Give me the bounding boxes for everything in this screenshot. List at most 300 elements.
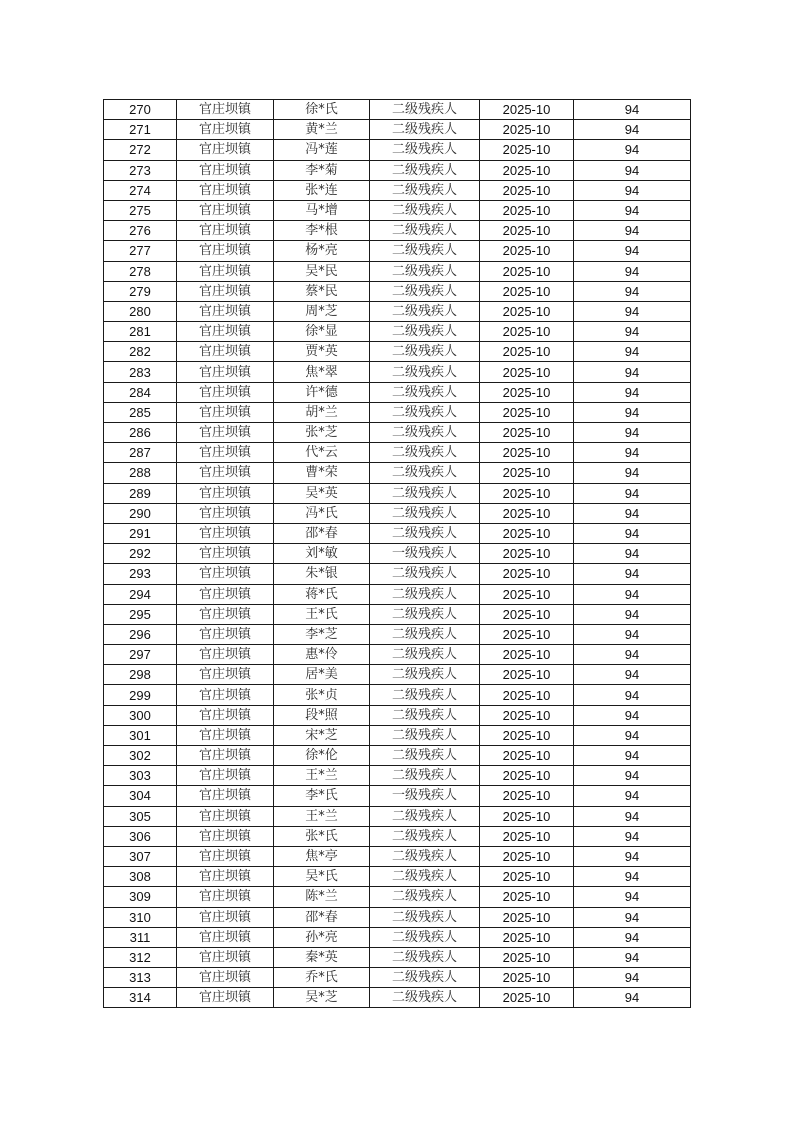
month-cell: 2025-10 [480,322,574,342]
month-cell: 2025-10 [480,806,574,826]
amount-cell: 94 [574,342,691,362]
town-cell: 官庄坝镇 [177,463,274,483]
disability-level-cell: 二级残疾人 [370,746,480,766]
row-number-cell: 278 [104,261,177,281]
row-number-cell: 271 [104,120,177,140]
row-number-cell: 311 [104,927,177,947]
amount-cell: 94 [574,463,691,483]
month-cell: 2025-10 [480,100,574,120]
name-cell: 吴*氏 [274,867,370,887]
name-cell: 李*氏 [274,786,370,806]
name-cell: 贾*英 [274,342,370,362]
table-row [104,180,691,200]
amount-cell: 94 [574,907,691,927]
town-cell: 官庄坝镇 [177,624,274,644]
row-number-cell: 288 [104,463,177,483]
month-cell: 2025-10 [480,523,574,543]
amount-cell: 94 [574,241,691,261]
town-cell: 官庄坝镇 [177,746,274,766]
name-cell: 宋*芝 [274,725,370,745]
name-cell: 陈*兰 [274,887,370,907]
disability-level-cell: 二级残疾人 [370,322,480,342]
table-row [104,402,691,422]
name-cell: 张*芝 [274,423,370,443]
town-cell: 官庄坝镇 [177,423,274,443]
month-cell: 2025-10 [480,927,574,947]
name-cell: 冯*氏 [274,503,370,523]
amount-cell: 94 [574,423,691,443]
name-cell: 冯*莲 [274,140,370,160]
month-cell: 2025-10 [480,200,574,220]
town-cell: 官庄坝镇 [177,907,274,927]
name-cell: 曹*荣 [274,463,370,483]
amount-cell: 94 [574,362,691,382]
town-cell: 官庄坝镇 [177,826,274,846]
amount-cell: 94 [574,645,691,665]
row-number-cell: 304 [104,786,177,806]
row-number-cell: 296 [104,624,177,644]
row-number-cell: 284 [104,382,177,402]
disability-level-cell: 二级残疾人 [370,382,480,402]
disability-level-cell: 二级残疾人 [370,947,480,967]
row-number-cell: 295 [104,604,177,624]
town-cell: 官庄坝镇 [177,927,274,947]
table-row [104,584,691,604]
name-cell: 焦*亭 [274,846,370,866]
disability-level-cell: 二级残疾人 [370,766,480,786]
name-cell: 吴*芝 [274,988,370,1008]
town-cell: 官庄坝镇 [177,301,274,321]
town-cell: 官庄坝镇 [177,947,274,967]
row-number-cell: 308 [104,867,177,887]
disability-level-cell: 二级残疾人 [370,281,480,301]
table-row [104,685,691,705]
row-number-cell: 300 [104,705,177,725]
month-cell: 2025-10 [480,826,574,846]
name-cell: 徐*显 [274,322,370,342]
disability-level-cell: 二级残疾人 [370,120,480,140]
disability-level-cell: 二级残疾人 [370,362,480,382]
month-cell: 2025-10 [480,867,574,887]
table-row [104,624,691,644]
amount-cell: 94 [574,867,691,887]
table-row [104,120,691,140]
row-number-cell: 293 [104,564,177,584]
month-cell: 2025-10 [480,584,574,604]
table-row [104,382,691,402]
row-number-cell: 313 [104,968,177,988]
row-number-cell: 274 [104,180,177,200]
month-cell: 2025-10 [480,503,574,523]
amount-cell: 94 [574,160,691,180]
town-cell: 官庄坝镇 [177,544,274,564]
town-cell: 官庄坝镇 [177,665,274,685]
row-number-cell: 281 [104,322,177,342]
month-cell: 2025-10 [480,463,574,483]
disability-level-cell: 二级残疾人 [370,725,480,745]
name-cell: 许*德 [274,382,370,402]
disability-level-cell: 二级残疾人 [370,927,480,947]
month-cell: 2025-10 [480,725,574,745]
table-row [104,160,691,180]
month-cell: 2025-10 [480,180,574,200]
month-cell: 2025-10 [480,362,574,382]
month-cell: 2025-10 [480,423,574,443]
name-cell: 张*连 [274,180,370,200]
name-cell: 段*照 [274,705,370,725]
name-cell: 代*云 [274,443,370,463]
row-number-cell: 306 [104,826,177,846]
month-cell: 2025-10 [480,624,574,644]
month-cell: 2025-10 [480,382,574,402]
table-row [104,968,691,988]
table-row [104,564,691,584]
month-cell: 2025-10 [480,281,574,301]
table-row [104,826,691,846]
amount-cell: 94 [574,100,691,120]
name-cell: 蔡*民 [274,281,370,301]
month-cell: 2025-10 [480,846,574,866]
roster-table [103,99,691,1008]
month-cell: 2025-10 [480,705,574,725]
disability-level-cell: 二级残疾人 [370,443,480,463]
amount-cell: 94 [574,120,691,140]
disability-level-cell: 二级残疾人 [370,665,480,685]
amount-cell: 94 [574,200,691,220]
town-cell: 官庄坝镇 [177,402,274,422]
row-number-cell: 310 [104,907,177,927]
month-cell: 2025-10 [480,947,574,967]
row-number-cell: 287 [104,443,177,463]
disability-level-cell: 二级残疾人 [370,342,480,362]
amount-cell: 94 [574,140,691,160]
table-row [104,947,691,967]
name-cell: 吴*民 [274,261,370,281]
row-number-cell: 273 [104,160,177,180]
amount-cell: 94 [574,221,691,241]
name-cell: 朱*银 [274,564,370,584]
town-cell: 官庄坝镇 [177,180,274,200]
amount-cell: 94 [574,402,691,422]
disability-level-cell: 二级残疾人 [370,523,480,543]
town-cell: 官庄坝镇 [177,766,274,786]
name-cell: 邵*春 [274,907,370,927]
table-row [104,867,691,887]
disability-level-cell: 二级残疾人 [370,241,480,261]
table-row [104,281,691,301]
town-cell: 官庄坝镇 [177,645,274,665]
table-row [104,645,691,665]
town-cell: 官庄坝镇 [177,221,274,241]
disability-level-cell: 二级残疾人 [370,180,480,200]
town-cell: 官庄坝镇 [177,382,274,402]
town-cell: 官庄坝镇 [177,241,274,261]
month-cell: 2025-10 [480,221,574,241]
month-cell: 2025-10 [480,746,574,766]
town-cell: 官庄坝镇 [177,604,274,624]
town-cell: 官庄坝镇 [177,200,274,220]
name-cell: 王*氏 [274,604,370,624]
month-cell: 2025-10 [480,786,574,806]
table-row [104,362,691,382]
name-cell: 邵*春 [274,523,370,543]
disability-level-cell: 二级残疾人 [370,584,480,604]
table-row [104,927,691,947]
disability-level-cell: 二级残疾人 [370,483,480,503]
roster-table-body [104,100,691,1008]
name-cell: 黄*兰 [274,120,370,140]
name-cell: 徐*氏 [274,100,370,120]
disability-level-cell: 二级残疾人 [370,705,480,725]
table-row [104,887,691,907]
disability-level-cell: 二级残疾人 [370,301,480,321]
disability-level-cell: 二级残疾人 [370,564,480,584]
town-cell: 官庄坝镇 [177,140,274,160]
town-cell: 官庄坝镇 [177,806,274,826]
town-cell: 官庄坝镇 [177,867,274,887]
month-cell: 2025-10 [480,685,574,705]
amount-cell: 94 [574,322,691,342]
name-cell: 孙*亮 [274,927,370,947]
row-number-cell: 279 [104,281,177,301]
name-cell: 张*贞 [274,685,370,705]
table-row [104,322,691,342]
amount-cell: 94 [574,766,691,786]
disability-level-cell: 二级残疾人 [370,160,480,180]
disability-level-cell: 二级残疾人 [370,826,480,846]
row-number-cell: 307 [104,846,177,866]
name-cell: 吴*英 [274,483,370,503]
month-cell: 2025-10 [480,907,574,927]
row-number-cell: 314 [104,988,177,1008]
town-cell: 官庄坝镇 [177,523,274,543]
disability-level-cell: 二级残疾人 [370,624,480,644]
amount-cell: 94 [574,503,691,523]
amount-cell: 94 [574,988,691,1008]
row-number-cell: 282 [104,342,177,362]
table-row [104,200,691,220]
row-number-cell: 292 [104,544,177,564]
name-cell: 蒋*氏 [274,584,370,604]
disability-level-cell: 二级残疾人 [370,402,480,422]
amount-cell: 94 [574,281,691,301]
town-cell: 官庄坝镇 [177,100,274,120]
name-cell: 张*氏 [274,826,370,846]
name-cell: 李*芝 [274,624,370,644]
disability-level-cell: 二级残疾人 [370,846,480,866]
amount-cell: 94 [574,968,691,988]
amount-cell: 94 [574,846,691,866]
table-row [104,665,691,685]
name-cell: 惠*伶 [274,645,370,665]
name-cell: 王*兰 [274,766,370,786]
amount-cell: 94 [574,544,691,564]
disability-level-cell: 二级残疾人 [370,261,480,281]
table-row [104,846,691,866]
town-cell: 官庄坝镇 [177,281,274,301]
amount-cell: 94 [574,261,691,281]
amount-cell: 94 [574,180,691,200]
row-number-cell: 290 [104,503,177,523]
row-number-cell: 270 [104,100,177,120]
disability-level-cell: 二级残疾人 [370,988,480,1008]
table-row [104,221,691,241]
town-cell: 官庄坝镇 [177,503,274,523]
row-number-cell: 276 [104,221,177,241]
disability-level-cell: 二级残疾人 [370,463,480,483]
month-cell: 2025-10 [480,443,574,463]
row-number-cell: 312 [104,947,177,967]
row-number-cell: 309 [104,887,177,907]
name-cell: 王*兰 [274,806,370,826]
table-row [104,100,691,120]
month-cell: 2025-10 [480,402,574,422]
table-row [104,140,691,160]
amount-cell: 94 [574,685,691,705]
month-cell: 2025-10 [480,120,574,140]
disability-level-cell: 二级残疾人 [370,140,480,160]
row-number-cell: 291 [104,523,177,543]
month-cell: 2025-10 [480,604,574,624]
disability-level-cell: 二级残疾人 [370,887,480,907]
table-row [104,342,691,362]
town-cell: 官庄坝镇 [177,786,274,806]
table-row [104,241,691,261]
table-row [104,261,691,281]
amount-cell: 94 [574,927,691,947]
amount-cell: 94 [574,705,691,725]
disability-level-cell: 二级残疾人 [370,806,480,826]
town-cell: 官庄坝镇 [177,261,274,281]
name-cell: 胡*兰 [274,402,370,422]
table-row [104,746,691,766]
town-cell: 官庄坝镇 [177,968,274,988]
amount-cell: 94 [574,887,691,907]
table-row [104,705,691,725]
month-cell: 2025-10 [480,665,574,685]
table-row [104,301,691,321]
table-row [104,503,691,523]
month-cell: 2025-10 [480,241,574,261]
disability-level-cell: 二级残疾人 [370,503,480,523]
table-row [104,463,691,483]
row-number-cell: 275 [104,200,177,220]
table-row [104,423,691,443]
name-cell: 秦*英 [274,947,370,967]
amount-cell: 94 [574,624,691,644]
month-cell: 2025-10 [480,160,574,180]
town-cell: 官庄坝镇 [177,887,274,907]
table-row [104,604,691,624]
month-cell: 2025-10 [480,140,574,160]
month-cell: 2025-10 [480,766,574,786]
name-cell: 居*美 [274,665,370,685]
disability-level-cell: 二级残疾人 [370,968,480,988]
amount-cell: 94 [574,604,691,624]
table-row [104,443,691,463]
amount-cell: 94 [574,523,691,543]
town-cell: 官庄坝镇 [177,584,274,604]
row-number-cell: 297 [104,645,177,665]
town-cell: 官庄坝镇 [177,362,274,382]
amount-cell: 94 [574,725,691,745]
amount-cell: 94 [574,584,691,604]
amount-cell: 94 [574,483,691,503]
row-number-cell: 294 [104,584,177,604]
month-cell: 2025-10 [480,968,574,988]
amount-cell: 94 [574,746,691,766]
table-row [104,725,691,745]
row-number-cell: 280 [104,301,177,321]
row-number-cell: 286 [104,423,177,443]
month-cell: 2025-10 [480,342,574,362]
amount-cell: 94 [574,564,691,584]
month-cell: 2025-10 [480,564,574,584]
town-cell: 官庄坝镇 [177,705,274,725]
month-cell: 2025-10 [480,645,574,665]
table-row [104,544,691,564]
disability-level-cell: 二级残疾人 [370,221,480,241]
row-number-cell: 305 [104,806,177,826]
name-cell: 杨*亮 [274,241,370,261]
name-cell: 刘*敏 [274,544,370,564]
row-number-cell: 301 [104,725,177,745]
town-cell: 官庄坝镇 [177,988,274,1008]
name-cell: 马*增 [274,200,370,220]
month-cell: 2025-10 [480,988,574,1008]
name-cell: 乔*氏 [274,968,370,988]
row-number-cell: 285 [104,402,177,422]
disability-level-cell: 二级残疾人 [370,604,480,624]
row-number-cell: 272 [104,140,177,160]
table-row [104,907,691,927]
disability-level-cell: 二级残疾人 [370,423,480,443]
town-cell: 官庄坝镇 [177,160,274,180]
name-cell: 焦*翠 [274,362,370,382]
disability-level-cell: 二级残疾人 [370,645,480,665]
amount-cell: 94 [574,826,691,846]
town-cell: 官庄坝镇 [177,685,274,705]
town-cell: 官庄坝镇 [177,564,274,584]
table-row [104,988,691,1008]
row-number-cell: 299 [104,685,177,705]
month-cell: 2025-10 [480,483,574,503]
disability-level-cell: 二级残疾人 [370,200,480,220]
disability-level-cell: 一级残疾人 [370,786,480,806]
town-cell: 官庄坝镇 [177,322,274,342]
month-cell: 2025-10 [480,261,574,281]
row-number-cell: 302 [104,746,177,766]
table-row [104,806,691,826]
table-row [104,483,691,503]
disability-level-cell: 二级残疾人 [370,907,480,927]
name-cell: 徐*伦 [274,746,370,766]
amount-cell: 94 [574,665,691,685]
disability-level-cell: 二级残疾人 [370,100,480,120]
town-cell: 官庄坝镇 [177,443,274,463]
town-cell: 官庄坝镇 [177,120,274,140]
town-cell: 官庄坝镇 [177,483,274,503]
amount-cell: 94 [574,301,691,321]
row-number-cell: 303 [104,766,177,786]
amount-cell: 94 [574,786,691,806]
row-number-cell: 283 [104,362,177,382]
row-number-cell: 277 [104,241,177,261]
month-cell: 2025-10 [480,544,574,564]
disability-level-cell: 一级残疾人 [370,544,480,564]
amount-cell: 94 [574,947,691,967]
town-cell: 官庄坝镇 [177,725,274,745]
